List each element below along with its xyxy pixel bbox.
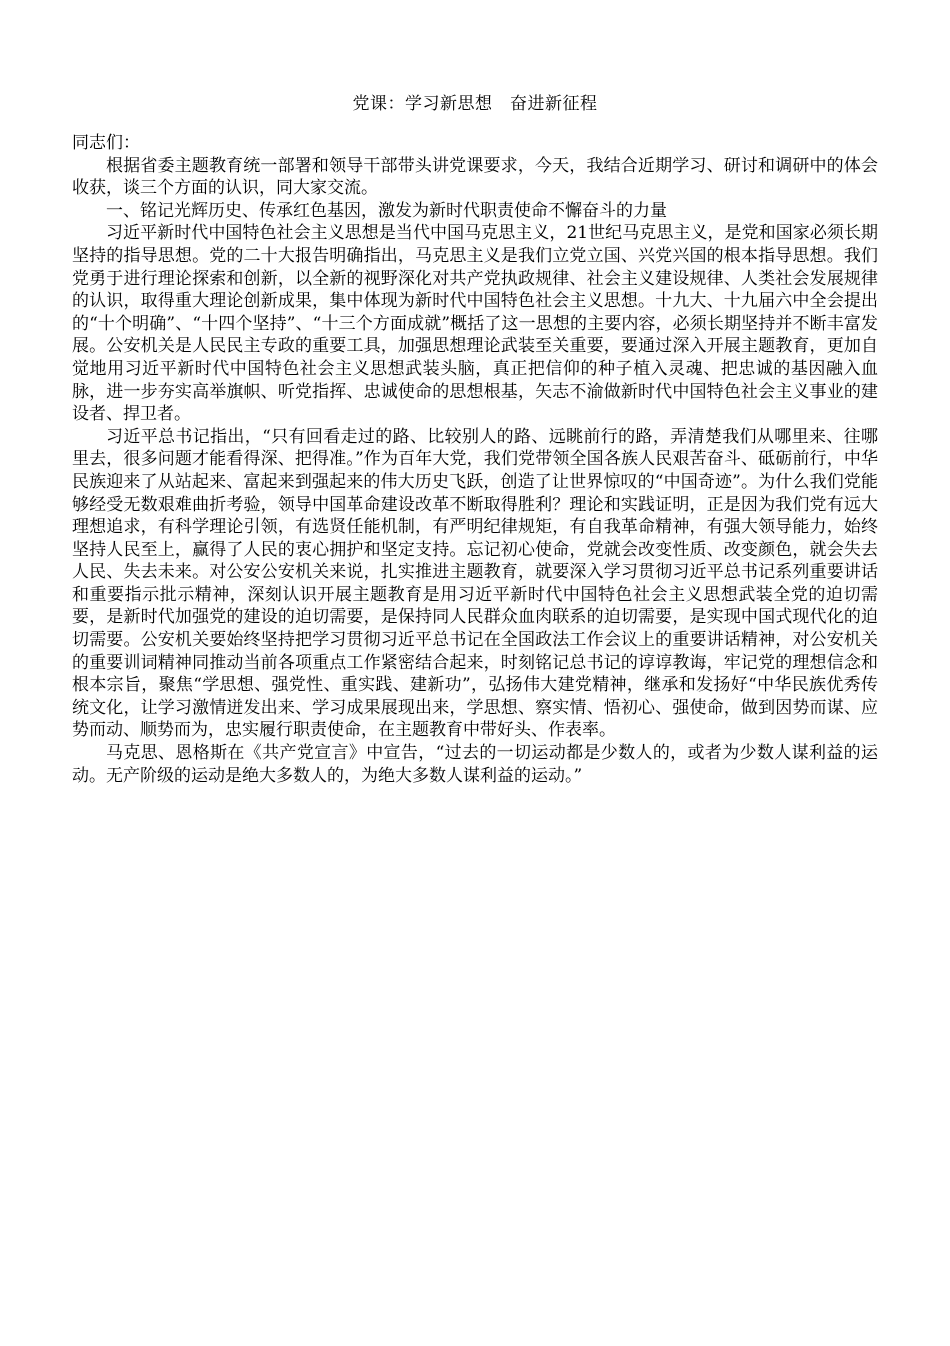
document-title: 党课：学习新思想 奋进新征程 xyxy=(352,94,598,114)
salutation: 同志们： xyxy=(72,133,140,153)
paragraph-3: 马克思、恩格斯在《共产党宣言》中宣告，“过去的一切运动都是少数人的，或者为少数人谋利益的运动。无产阶级的运动是绝大多数人的，为绝大多数人谋利益的运动。” xyxy=(72,743,878,786)
paragraph-2: 习近平总书记指出，“只有回看走过的路、比较别人的路、远眺前行的路，弄清楚我们从哪里来、往哪里去，很多问题才能看得深、把得准。”作为百年大党，我们党带领全国各族人民艰苦奋斗、砥砺前行，中华民族迎来了从站起来、富起来到强起来的伟大历史飞跃，创造了让世界惊叹的“中国奇迹”。为什么我们党能够经受无数艰难曲折考验，领导中国革命建设改革不断取得胜利？理论和实践证明，正是因为我们党有远大理想追求，有科学理论引领，有选贤任能机制，有严明纪律规矩，有自我革命精神，有强大领导能力，始终坚持人民至上，赢得了人民的衷心拥护和坚定支持。忘记初心使命，党就会改变性质、改变颜色，就会失去人民、失去未来。对公安公安机关来说，扎实推进主题教育，就要深入学习贯彻习近平总书记系列重要讲话和重要指示批示精神，深刻认识开展主题教育是用习近平新时代中国特色社会主义思想武装全党的迫切需要，是新时代加强党的建设的迫切需要，是保持同人民群众血肉联系的迫切需要，是实现中国式现代化的迫切需要。公安机关要始终坚持把学习贯彻习近平总书记在全国政法工作会议上的重要讲话精神，对公安机关的重要训词精神同推动当前各项重点工作紧密结合起来，时刻铭记总书记的谆谆教诲，牢记党的理想信念和根本宗旨，聚焦“学思想、强党性、重实践、建新功”，弘扬伟大建党精神，继承和发扬好“中华民族优秀传统文化，让学习激情迸发出来、学习成果展现出来，学思想、察实情、悟初心、强使命，做到因势而谋、应势而动、顺势而为，忠实履行职责使命，在主题教育中带好头、作表率。 xyxy=(72,426,878,741)
document-body xyxy=(72,90,878,787)
paragraph-intro: 根据省委主题教育统一部署和领导干部带头讲党课要求，今天，我结合近期学习、研讨和调研中的体会收获，谈三个方面的认识，同大家交流。 xyxy=(72,155,878,199)
paragraph-1: 习近平新时代中国特色社会主义思想是当代中国马克思主义，21世纪马克思主义，是党和国家必须长期坚持的指导思想。党的二十大报告明确指出，马克思主义是我们立党立国、兴党兴国的根本指导思想。我们党勇于进行理论探索和创新，以全新的视野深化对共产党执政规律、社会主义建设规律、人类社会发展规律的认识，取得重大理论创新成果，集中体现为新时代中国特色社会主义思想。十九大、十九届六中全会提出的“十个明确”、“十四个坚持”、“十三个方面成就”概括了这一思想的主要内容，必须长期坚持并不断丰富发展。公安机关是人民民主专政的重要工具，加强思想理论武装至关重要，要通过深入开展主题教育，更加自觉地用习近平新时代中国特色社会主义思想武装头脑，真正把信仰的种子植入灵魂、把忠诚的基因融入血脉，进一步夯实高举旗帜、听党指挥、忠诚使命的思想根基，矢志不渝做新时代中国特色社会主义事业的建设者、捍卫者。 xyxy=(72,223,878,425)
section-heading-1: 一、铭记光辉历史、传承红色基因，激发为新时代职责使命不懈奋斗的力量 xyxy=(106,200,667,221)
